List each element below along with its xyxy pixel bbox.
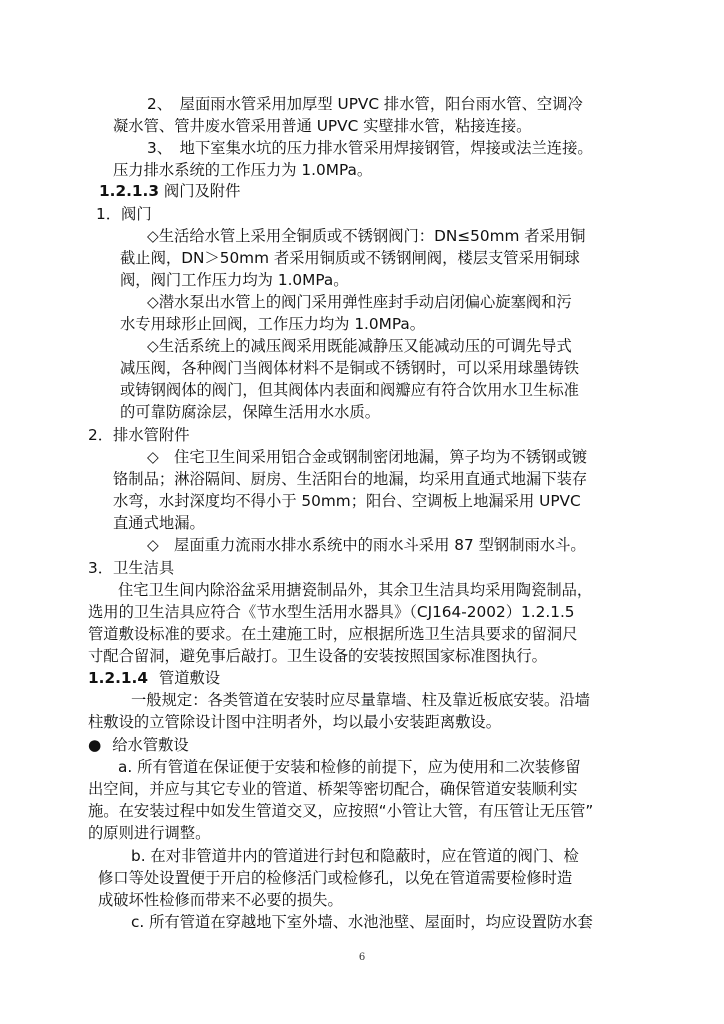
text-line: a. 所有管道在保证便于安装和检修的前提下，应为使用和二次装修留 [118, 758, 581, 776]
text-line: ◇生活给水管上采用全铜质或不锈钢阀门：DN≤50mm 者采用铜 [147, 227, 586, 245]
section-number: 1.2.1.3 [99, 182, 160, 200]
text-line: ◇潜水泵出水管上的阀门采用弹性座封手动启闭偏心旋塞阀和污 [147, 293, 572, 311]
text-line: 寸配合留洞，避免事后敲打。卫生设备的安装按照国家标准图执行。 [88, 647, 547, 665]
text-line: 的原则进行调整。 [88, 824, 211, 842]
text-line: 减压阀，各种阀门当阀体材料不是铜或不锈钢时，可以采用球墨铸铁 [120, 359, 579, 377]
text-line: b. 在对非管道井内的管道进行封包和隐蔽时，应在管道的阀门、检 [131, 847, 579, 865]
text-line: 2、 屋面雨水管采用加厚型 UPVC 排水管，阳台雨水管、空调冷 [147, 95, 583, 113]
section-title: 阀门及附件 [163, 182, 241, 200]
text-line: 选用的卫生洁具应符合《节水型生活用水器具》（CJ164-2002）1.2.1.5 [88, 603, 575, 621]
text-line: 出空间，并应与其它专业的管道、桥架等密切配合，确保管道安装顺利实 [88, 780, 578, 798]
page-number: 6 [358, 952, 366, 963]
bullet-heading [88, 735, 189, 755]
text-line: 铬制品；淋浴隔间、厨房、生活阳台的地漏，均采用直通式地漏下装存 [113, 470, 588, 488]
sub-heading: 2．排水管附件 [88, 426, 190, 444]
bullet-heading-label: 给水管敷设 [112, 736, 189, 754]
text-line: 凝水管、管井废水管采用普通 UPVC 实壁排水管，粘接连接。 [113, 117, 532, 135]
text-line: 或铸钢阀体的阀门，但其阀体内表面和阀瓣应有符合饮用水卫生标准 [120, 381, 579, 399]
section-title: 管道敷设 [158, 669, 221, 687]
sub-heading: 1．阀门 [96, 205, 152, 223]
text-line: 阀，阀门工作压力均为 1.0MPa。 [120, 271, 349, 289]
section-heading-1-2-1-3 [99, 181, 240, 201]
text-line: 成破坏性检修而带来不必要的损失。 [98, 891, 343, 909]
text-line: 水专用球形止回阀，工作压力均为 1.0MPa。 [120, 315, 426, 333]
text-line: ◇ 住宅卫生间采用铝合金或钢制密闭地漏，箅子均为不锈钢或镀 [147, 448, 588, 466]
text-line: 住宅卫生间内除浴盆采用搪瓷制品外，其余卫生洁具均采用陶瓷制品， [118, 581, 593, 599]
section-heading-1-2-1-4 [88, 668, 220, 688]
text-line: ◇生活系统上的减压阀采用既能减静压又能减动压的可调先导式 [147, 337, 572, 355]
text-line: ◇ 屋面重力流雨水排水系统中的雨水斗采用 87 型钢制雨水斗。 [147, 536, 586, 554]
text-line: 一般规定：各类管道在安装时应尽量靠墙、柱及靠近板底安装。沿墙 [131, 691, 590, 709]
sub-heading: 3．卫生洁具 [88, 559, 175, 577]
text-line: 的可靠防腐涂层，保障生活用水水质。 [120, 403, 381, 421]
text-line: 直通式地漏。 [113, 514, 205, 532]
section-number: 1.2.1.4 [88, 669, 149, 687]
text-line: 施。在安装过程中如发生管道交叉，应按照“小管让大管，有压管让无压管” [88, 802, 594, 820]
text-line: 压力排水系统的工作压力为 1.0MPa。 [113, 161, 373, 179]
text-line: 管道敷设标准的要求。在土建施工时，应根据所选卫生洁具要求的留洞尺 [88, 625, 578, 643]
text-line: 水弯，水封深度均不得小于 50mm；阳台、空调板上地漏采用 UPVC [113, 492, 581, 510]
text-line: 截止阀，DN＞50mm 者采用铜质或不锈钢闸阀，楼层支管采用铜球 [120, 249, 580, 267]
text-line: 3、 地下室集水坑的压力排水管采用焊接钢管，焊接或法兰连接。 [147, 139, 593, 157]
text-line: 柱敷设的立管除设计图中注明者外，均以最小安装距离敷设。 [88, 713, 502, 731]
text-line: 修口等处设置便于开启的检修活门或检修孔，以免在管道需要检修时造 [98, 869, 573, 887]
bullet-icon: ● [88, 736, 102, 754]
text-line: c. 所有管道在穿越地下室外墙、水池池壁、屋面时，均应设置防水套 [131, 913, 593, 931]
